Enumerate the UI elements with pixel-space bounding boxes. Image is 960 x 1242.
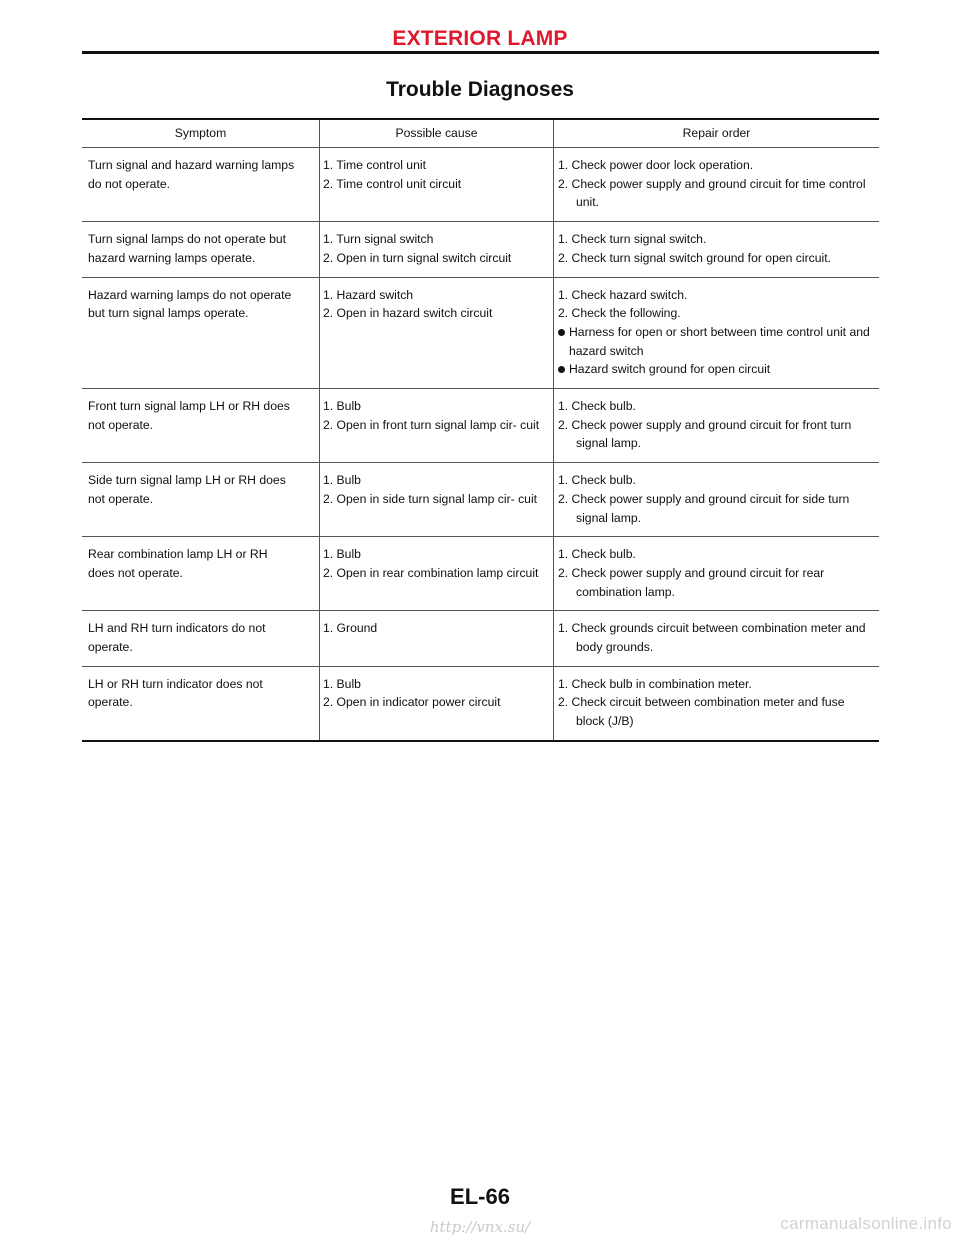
symptom-line: do not operate. [88, 176, 170, 191]
symptom-line: Turn signal lamps do not operate but [88, 232, 287, 247]
cause-item: 2. Time control unit circuit [323, 176, 462, 191]
cause-cell [320, 611, 554, 666]
repair-item: 2. Check circuit between combination meter and fuse block (J/B) [558, 695, 845, 729]
cause-cell [320, 537, 554, 611]
repair-item: 2. Check turn signal switch ground for open circuit. [558, 250, 831, 265]
cause-item: 2. Open in rear combination lamp circuit [323, 565, 539, 580]
cause-item: 2. Open in indicator power circuit [323, 695, 501, 710]
cause-item: 2. Open in side turn signal lamp cir- cuit [323, 491, 538, 506]
repair-item: 1. Check power door lock operation. [558, 158, 754, 172]
symptom-line: not operate. [88, 491, 154, 506]
cause-item: 1. Bulb [323, 473, 361, 488]
bullet-icon [558, 329, 565, 336]
cause-item: 2. Open in hazard switch circuit [323, 306, 493, 321]
repair-item: 2. Check power supply and ground circuit for side turn signal lamp. [558, 491, 850, 525]
repair-cell [554, 148, 880, 222]
repair-cell [554, 611, 880, 666]
table-row [82, 277, 879, 389]
table-row [82, 611, 879, 666]
repair-bullet [558, 323, 875, 360]
repair-bullet-text: Hazard switch ground for open circuit [569, 362, 771, 377]
repair-header: Repair order [682, 126, 751, 141]
cause-cell [320, 666, 554, 741]
symptom-line: hazard warning lamps operate. [88, 250, 256, 265]
site-url-link[interactable]: http://vnx.su/ [429, 1218, 531, 1236]
table-row [82, 463, 879, 537]
symptom-cell [82, 537, 320, 611]
repair-item: 2. Check power supply and ground circuit for front turn signal lamp. [558, 417, 852, 451]
cause-cell [320, 222, 554, 277]
table-row [82, 222, 879, 277]
repair-item: 1. Check hazard switch. [558, 287, 688, 302]
repair-item: 2. Check the following. [558, 306, 681, 321]
bullet-icon [558, 366, 565, 373]
repair-cell [554, 463, 880, 537]
symptom-cell [82, 611, 320, 666]
table-row [82, 148, 879, 222]
symptom-line: Front turn signal lamp LH or RH does [88, 399, 290, 414]
repair-item: 1. Check bulb. [558, 473, 636, 488]
repair-item: 1. Check bulb. [558, 547, 636, 562]
symptom-cell [82, 222, 320, 277]
watermark: carmanualsonline.info [780, 1214, 952, 1233]
repair-bullet-text: Harness for open or short between time control unit and hazard switch [569, 324, 870, 358]
symptom-line: LH and RH turn indicators do not [88, 621, 266, 636]
trouble-diagnoses-table [82, 118, 879, 742]
symptom-line: Side turn signal lamp LH or RH does [88, 473, 286, 488]
header-rule [82, 51, 879, 54]
cause-item: 1. Bulb [323, 547, 361, 562]
cause-item: 1. Bulb [323, 676, 361, 691]
symptom-cell [82, 277, 320, 389]
cause-cell [320, 148, 554, 222]
table-row [82, 666, 879, 741]
symptom-header: Symptom [82, 119, 320, 148]
cause-item: 2. Open in turn signal switch circuit [323, 250, 512, 265]
repair-cell [554, 537, 880, 611]
repair-cell [554, 389, 880, 463]
table-row [82, 537, 879, 611]
cause-cell [320, 389, 554, 463]
cause-item: 1. Time control unit [323, 158, 426, 172]
symptom-line: but turn signal lamps operate. [88, 306, 249, 321]
repair-cell [554, 277, 880, 389]
symptom-cell [82, 666, 320, 741]
table-header-row [82, 119, 879, 148]
repair-item: 2. Check power supply and ground circuit for time control unit. [558, 176, 866, 210]
repair-cell [554, 666, 880, 741]
repair-item: 1. Check grounds circuit between combination meter and body grounds. [558, 621, 866, 655]
table-row [82, 389, 879, 463]
repair-item: 2. Check power supply and ground circuit for rear combination lamp. [558, 565, 825, 599]
repair-item: 1. Check bulb. [558, 399, 636, 414]
symptom-line: Turn signal and hazard warning lamps [88, 158, 295, 172]
page-number: EL-66 [450, 1184, 510, 1209]
symptom-line: Rear combination lamp LH or RH [88, 547, 268, 562]
section-title: Trouble Diagnoses [386, 78, 574, 101]
symptom-line: not operate. [88, 417, 154, 432]
symptom-line: LH or RH turn indicator does not [88, 676, 263, 691]
cause-item: 1. Hazard switch [323, 287, 414, 302]
header-title: EXTERIOR LAMP [392, 27, 568, 50]
cause-item: 1. Turn signal switch [323, 232, 434, 247]
symptom-cell [82, 389, 320, 463]
symptom-line: does not operate. [88, 565, 183, 580]
symptom-cell [82, 463, 320, 537]
cause-cell [320, 463, 554, 537]
symptom-line: operate. [88, 640, 133, 655]
cause-item: 1. Bulb [323, 399, 361, 414]
repair-bullet [558, 360, 875, 379]
repair-cell [554, 222, 880, 277]
cause-item: 1. Ground [323, 621, 378, 636]
symptom-line: operate. [88, 695, 133, 710]
cause-header: Possible cause [320, 119, 554, 148]
cause-cell [320, 277, 554, 389]
symptom-line: Hazard warning lamps do not operate [88, 287, 292, 302]
symptom-cell [82, 148, 320, 222]
cause-item: 2. Open in front turn signal lamp cir- cuit [323, 417, 540, 432]
repair-item: 1. Check turn signal switch. [558, 232, 707, 247]
repair-item: 1. Check bulb in combination meter. [558, 676, 752, 691]
